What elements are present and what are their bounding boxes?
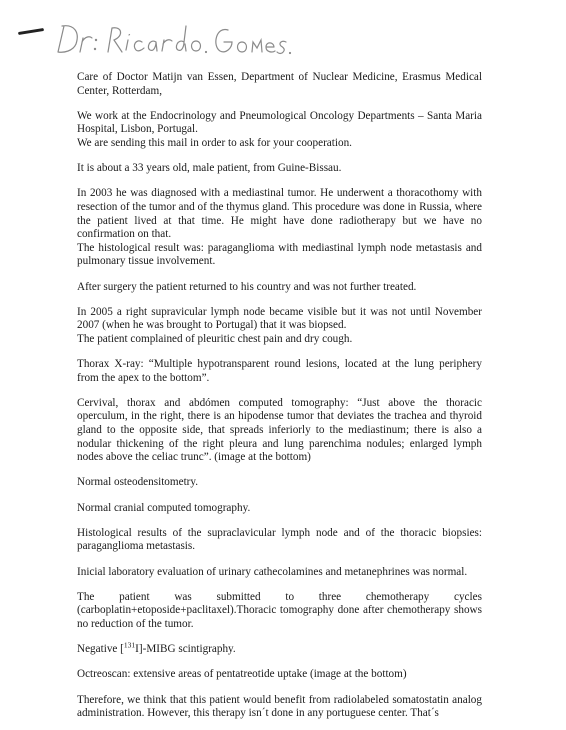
word: to	[285, 590, 295, 603]
word: The	[77, 590, 95, 603]
mibg-prefix: Negative [	[77, 643, 124, 656]
paragraph-history-2003	[77, 187, 482, 269]
paragraph-chemotherapy	[77, 591, 482, 632]
chemotherapy-first-line	[77, 591, 482, 605]
complaint-line: The patient complained of pleuritic chest pain and dry cough.	[77, 332, 353, 345]
word: was	[174, 590, 192, 603]
paragraph-history-2005	[77, 306, 482, 347]
request-line: We are sending this mail in order to ask for your cooperation.	[77, 136, 352, 149]
word: submitted	[216, 590, 261, 603]
chemotherapy-rest: (carboplatin+etoposide+paclitaxel).Thoracic tomography done after chemotherapy shows no reduction of the tumor.	[77, 604, 482, 630]
paragraph-conclusion: Therefore, we think that this patient would benefit from radiolabeled somatostatin analog administration. However, this therapy isn´t done in any portuguese center. That´s	[77, 693, 482, 720]
word: chemotherapy	[365, 590, 430, 603]
mibg-superscript: 131	[123, 640, 136, 650]
pen-stroke-mark	[18, 28, 44, 35]
paragraph-patient-summary: It is about a 33 years old, male patient, from Guine-Bissau.	[77, 162, 342, 175]
paragraph-addressee: Care of Doctor Matijn van Essen, Department of Nuclear Medicine, Erasmus Medical Center, Rotterdam,	[77, 71, 482, 97]
histology-line: The histological result was: paraganglioma with mediastinal lymph node metastasis and pulmonary tissue involvement.	[77, 241, 482, 268]
paragraph-histology: Histological results of the supraclavicular lymph node and of the thoracic biopsies: paraganglioma metastasis.	[77, 526, 482, 553]
paragraph-xray: Thorax X-ray: “Multiple hypotransparent round lesions, located at the lung periphery from the apex to the bottom”.	[77, 358, 482, 384]
paragraph-after-surgery: After surgery the patient returned to his country and was not further treated.	[77, 280, 417, 293]
paragraph-introduction	[77, 110, 482, 151]
introduction-line: We work at the Endocrinology and Pneumological Oncology Departments – Santa Maria Hospital, Lisbon, Portugal.	[77, 109, 482, 136]
paragraph-laboratory: Inicial laboratory evaluation of urinary cathecolamines and metanephrines was normal.	[77, 565, 468, 578]
paragraph-osteodensitometry: Normal osteodensitometry.	[77, 476, 199, 489]
history-line: In 2003 he was diagnosed with a mediastinal tumor. He underwent a thoracothomy with resection of the tumor and of the thymus gland. This procedure was done in Russia, where the patient lived at that time. He might have done radiotherapy but we have no confirmation on that.	[77, 187, 482, 241]
paragraph-mibg	[77, 640, 482, 657]
word: three	[318, 590, 342, 603]
paragraph-ct: Cervival, thorax and abdómen computed tomography: “Just above the thoracic operculum, in the right, there is an hipodense tumor that deviates the trachea and thyroid gland to the opposite side, that spreads inferiorly to the mediastinum; there is also a nodular thickening of the right pleura and lung parenchima nodules; enlarged lymph nodes above the celiac trunc”. (image at the bottom)	[77, 396, 482, 464]
lymph-node-line: In 2005 a right supravicular lymph node became visible but it was not until November 2007 (when he was brought to Portugal) that it was biopsed.	[77, 305, 482, 332]
word: patient	[119, 590, 150, 603]
word: cycles	[453, 590, 482, 603]
letter-body	[77, 71, 482, 721]
handwritten-note	[52, 16, 292, 60]
paragraph-cranial-ct: Normal cranial computed tomography.	[77, 501, 251, 514]
paragraph-octreoscan: Octreoscan: extensive areas of pentatreotide uptake (image at the bottom)	[77, 668, 407, 681]
mibg-suffix: I]-MIBG scintigraphy.	[135, 643, 236, 656]
